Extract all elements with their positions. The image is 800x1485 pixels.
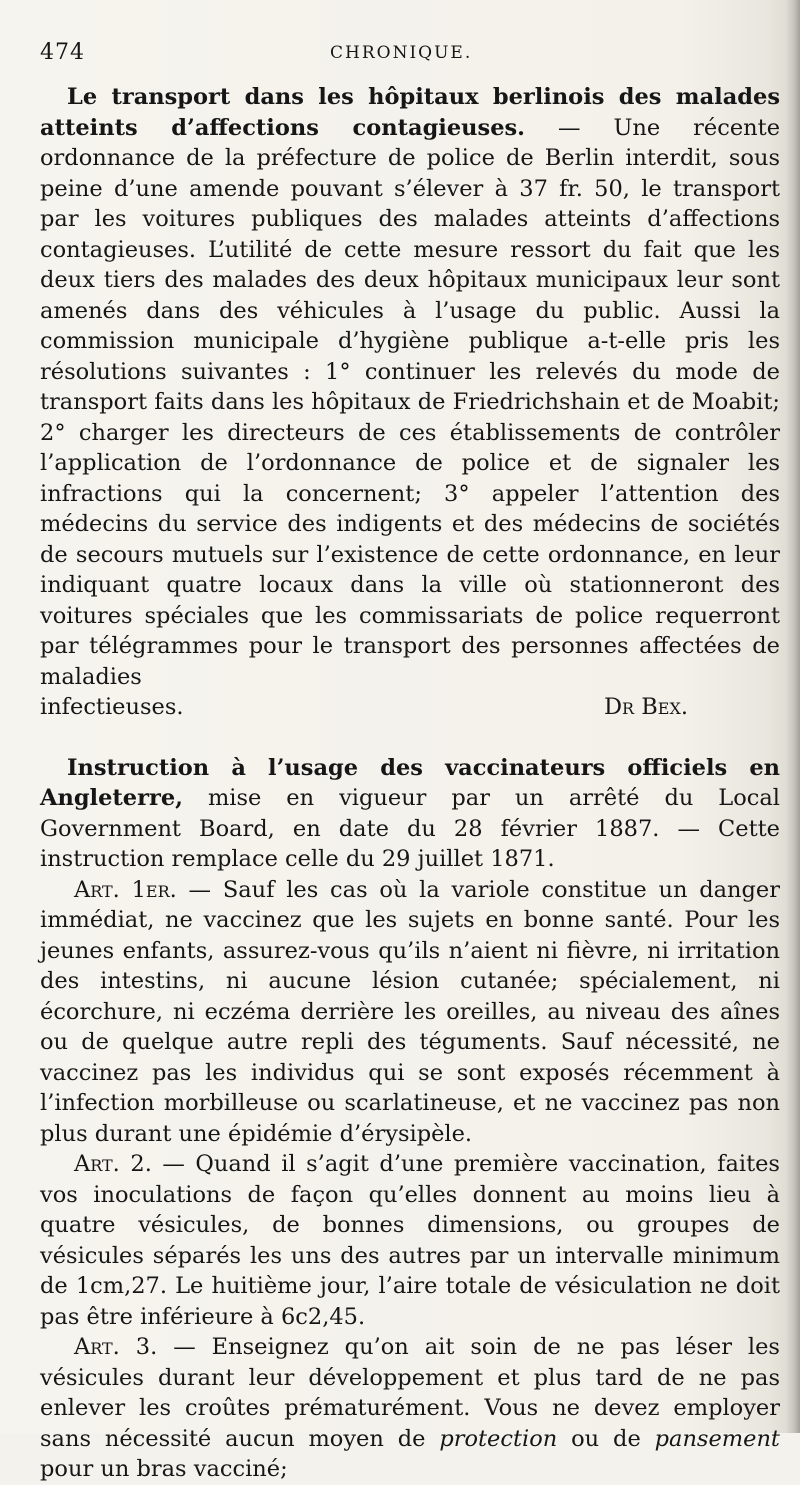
- page-header: [40, 40, 770, 70]
- article-transport-signature: Dr Bex.: [604, 694, 688, 720]
- article-3-emphasis-protection: protection: [439, 1425, 558, 1452]
- article-transport-paragraph: [40, 82, 780, 692]
- article-2-text: — Quand il s’agit d’une première vaccination, faites vos inoculations de façon qu’elles donnent au moins lieu à quatre vésicules, de bonnes dimensions, ou groupes de vésicules séparés les uns des autres par un intervalle minimum de 1cm,27. Le huitième jour, l’aire totale de vésiculation ne doit pas être inférieure à 6c2,45.: [40, 1151, 780, 1330]
- article-transport-body: — Une récente ordonnance de la préfecture de police de Berlin interdit, sous peine d’une amende pouvant s’élever à 37 fr. 50, le transport par les voitures publiques des malades atteints d’affections contagieuses. L’utilité de cette mesure ressort du fait que les deux tiers des malades des deux hôpitaux municipaux leur sont amenés dans des véhicules à l’usage du public. Aussi la commission municipale d’hygiène publique a-t-elle pris les résolutions suivantes : 1° continuer les relevés du mode de transport faits dans les hôpitaux de Friedrichshain et de Moabit; 2° charger les directeurs de ces établissements de contrôler l’application de l’ordonnance de police et de signaler les infractions qui la concernent; 3° appeler l’attention des médecins du service des indigents et des médecins de sociétés de secours mutuels sur l’existence de cette ordonnance, en leur indiquant quatre locaux dans la ville où stationneront des voitures spéciales que les commissariats de police requerront par télégrammes pour le transport des personnes affectées de maladies: [40, 114, 781, 690]
- running-head: CHRONIQUE.: [330, 43, 473, 63]
- article-3-text-end: pour un bras vacciné;: [40, 1456, 288, 1482]
- article-transport-last-line: [40, 692, 780, 723]
- article-3-emphasis-pansement: pansement: [654, 1425, 780, 1452]
- article-3-paragraph: [40, 1332, 780, 1485]
- article-vaccination-title: Instruction à l’usage des vaccinateurs officiels en Angleterre,: [40, 754, 780, 811]
- section-separator: [40, 723, 780, 753]
- article-1-label: Art. 1er.: [74, 876, 177, 903]
- article-1-paragraph: [40, 875, 780, 1150]
- article-3-text-middle: ou de: [557, 1425, 655, 1452]
- article-vaccination-intro-paragraph: [40, 753, 780, 875]
- article-transport-title: Le transport dans les hôpitaux berlinois des malades atteints d’affections contagieuses.: [40, 84, 780, 141]
- article-2-label: Art. 2.: [74, 1151, 152, 1177]
- article-1-text: — Sauf les cas où la variole constitue un danger immédiat, ne vaccinez que les sujets en bonne santé. Pour les jeunes enfants, assurez-vous qu’ils n’aient ni fièvre, ni irritation des intestins, ni aucune lésion cutanée; spécialement, ni écorchure, ni eczéma derrière les oreilles, au niveau des aînes ou de quelque autre repli des téguments. Sauf nécessité, ne vaccinez pas les individus qui se sont exposés récemment à l’infection morbilleuse ou scarlatineuse, et ne vaccinez pas non plus durant une épidémie d’érysipèle.: [40, 876, 780, 1147]
- article-transport-last-word: infectieuses.: [40, 694, 184, 720]
- page-number: 474: [40, 40, 85, 65]
- article-vaccination-intro: mise en vigueur par un arrêté du Local Government Board, en date du 28 février 1887. — Cette instruction remplace celle du 29 juillet 1871.: [40, 785, 780, 872]
- article-3-text-start: — Enseignez qu’on ait soin de ne pas léser les vésicules durant leur développement et plus tard de ne pas enlever les croûtes prématurément. Vous ne devez employer sans nécessité aucun moyen de: [40, 1334, 780, 1452]
- article-3-label: Art. 3.: [74, 1334, 158, 1360]
- article-2-paragraph: [40, 1149, 780, 1332]
- page-edge-shadow: [786, 0, 800, 1433]
- page-body: [40, 82, 780, 1485]
